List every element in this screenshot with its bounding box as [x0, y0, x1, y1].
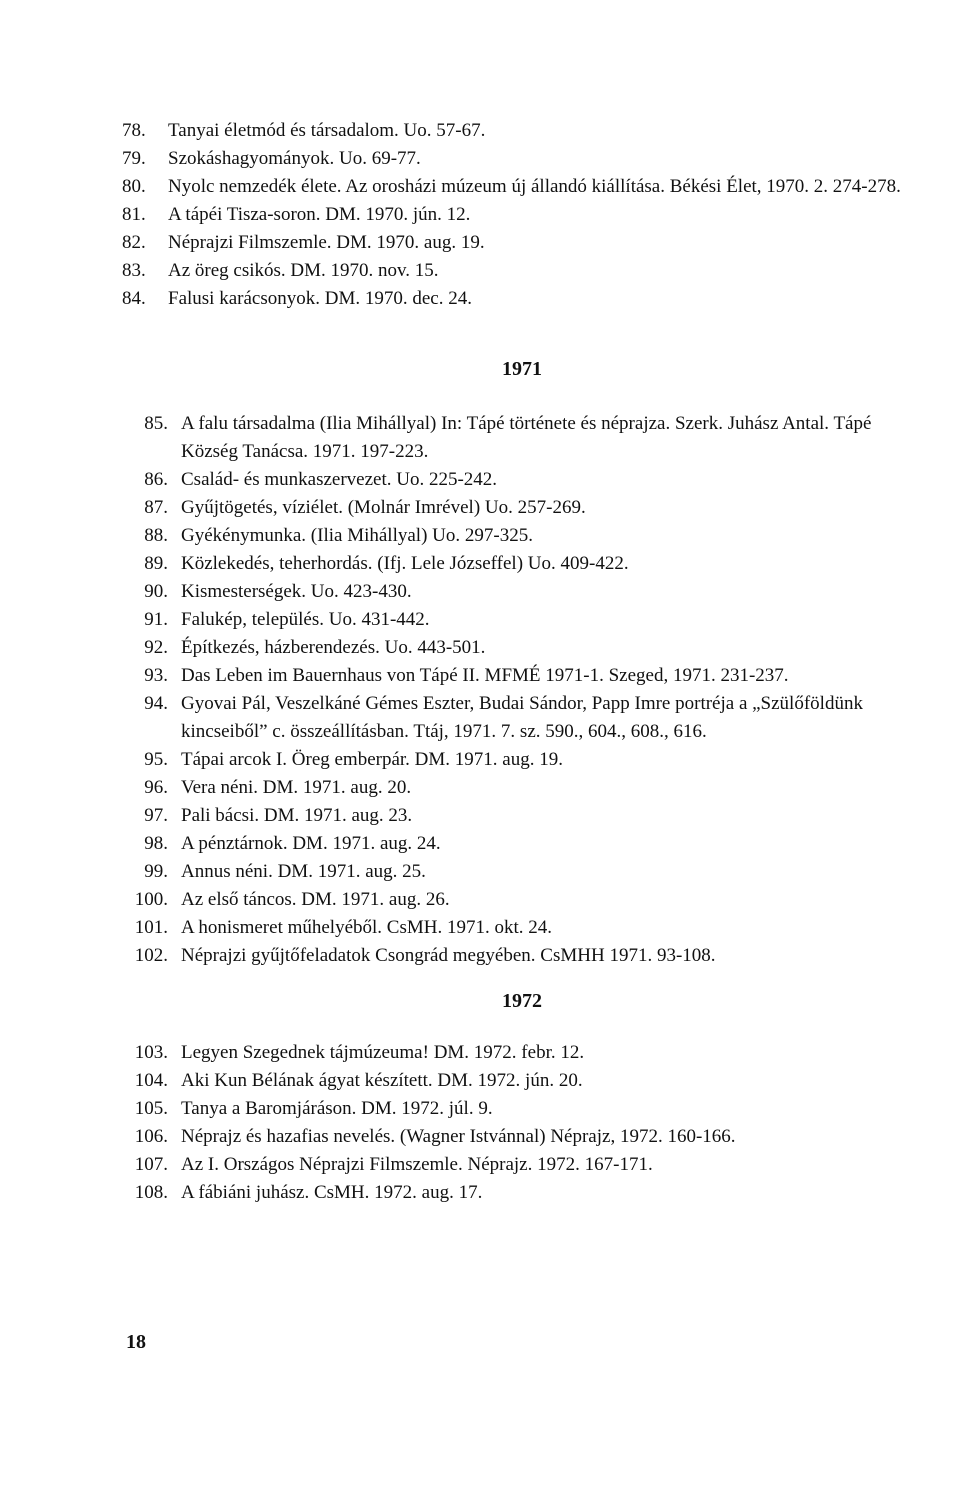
entry-text: Falusi karácsonyok. DM. 1970. dec. 24. [168, 288, 472, 309]
entry-number: 81. [122, 204, 146, 225]
entry-number: 102. [134, 945, 168, 966]
bibliography-entry [0, 690, 960, 746]
entry-number: 92. [144, 637, 168, 658]
entry-text: Néprajzi gyűjtőfeladatok Csongrád megyében. CsMHH 1971. 93-108. [181, 945, 716, 966]
bibliography-entry [0, 830, 960, 858]
entry-text: Néprajzi Filmszemle. DM. 1970. aug. 19. [168, 232, 485, 253]
entry-number: 105. [134, 1098, 168, 1119]
bibliography-entry [0, 1039, 960, 1067]
entry-text: Néprajz és hazafias nevelés. (Wagner Istvánnal) Néprajz, 1972. 160-166. [181, 1126, 736, 1147]
entry-text: A tápéi Tisza-soron. DM. 1970. jún. 12. [168, 204, 471, 225]
entry-number: 87. [144, 497, 168, 518]
entry-number: 85. [144, 413, 168, 434]
entry-text: Közlekedés, teherhordás. (Ifj. Lele Józseffel) Uo. 409-422. [181, 553, 629, 574]
entry-text: A fábiáni juhász. CsMH. 1972. aug. 17. [181, 1182, 483, 1203]
entry-number: 108. [134, 1182, 168, 1203]
bibliography-entry [0, 634, 960, 662]
entry-number: 100. [134, 889, 168, 910]
entry-number: 91. [144, 609, 168, 630]
bibliography-entry [0, 578, 960, 606]
bibliography-entry [0, 285, 960, 313]
entry-text: Gyovai Pál, Veszelkáné Gémes Eszter, Budai Sándor, Papp Imre portréja a „Szülőföldünk kincseiből” c. összeállításban. Ttáj, 1971. 7. sz. 590., 604., 608., 616. [181, 693, 863, 742]
entry-text: Tanya a Baromjáráson. DM. 1972. júl. 9. [181, 1098, 493, 1119]
bibliography-entry [0, 606, 960, 634]
bibliography-entry [0, 466, 960, 494]
entry-number: 78. [122, 120, 146, 141]
bibliography-entry [0, 746, 960, 774]
entry-number: 98. [144, 833, 168, 854]
bibliography-list-1972 [0, 1039, 960, 1207]
entry-number: 101. [134, 917, 168, 938]
year-heading-1972: 1972 [502, 990, 542, 1012]
entry-number: 107. [134, 1154, 168, 1175]
entry-text: Az első táncos. DM. 1971. aug. 26. [181, 889, 450, 910]
entry-text: Az I. Országos Néprajzi Filmszemle. Néprajz. 1972. 167-171. [181, 1154, 653, 1175]
bibliography-entry [0, 942, 960, 970]
entry-number: 88. [144, 525, 168, 546]
entry-text: Pali bácsi. DM. 1971. aug. 23. [181, 805, 413, 826]
entry-number: 97. [144, 805, 168, 826]
entry-text: Család- és munkaszervezet. Uo. 225-242. [181, 469, 498, 490]
entry-number: 80. [122, 176, 146, 197]
entry-text: Szokáshagyományok. Uo. 69-77. [168, 148, 421, 169]
entry-text: Tápai arcok I. Öreg emberpár. DM. 1971. aug. 19. [181, 749, 563, 770]
entry-number: 96. [144, 777, 168, 798]
bibliography-entry [0, 117, 960, 145]
bibliography-entry [0, 229, 960, 257]
year-heading-1971: 1971 [502, 358, 542, 380]
entry-text: Tanyai életmód és társadalom. Uo. 57-67. [168, 120, 486, 141]
entry-text: Nyolc nemzedék élete. Az orosházi múzeum új állandó kiállítása. Békési Élet, 1970. 2. 274-278. [168, 176, 901, 197]
entry-number: 103. [134, 1042, 168, 1063]
bibliography-entry [0, 886, 960, 914]
bibliography-entry [0, 522, 960, 550]
bibliography-entry [0, 914, 960, 942]
bibliography-list-1970 [0, 117, 960, 313]
bibliography-entry [0, 257, 960, 285]
entry-text: Az öreg csikós. DM. 1970. nov. 15. [168, 260, 439, 281]
entry-number: 106. [134, 1126, 168, 1147]
entry-number: 95. [144, 749, 168, 770]
entry-number: 90. [144, 581, 168, 602]
entry-text: Vera néni. DM. 1971. aug. 20. [181, 777, 412, 798]
entry-text: Legyen Szegednek tájmúzeuma! DM. 1972. febr. 12. [181, 1042, 585, 1063]
entry-text: A honismeret műhelyéből. CsMH. 1971. okt. 24. [181, 917, 553, 938]
entry-number: 84. [122, 288, 146, 309]
entry-text: Építkezés, házberendezés. Uo. 443-501. [181, 637, 486, 658]
bibliography-entry [0, 173, 960, 201]
bibliography-entry [0, 145, 960, 173]
entry-number: 99. [144, 861, 168, 882]
bibliography-entry [0, 802, 960, 830]
bibliography-entry [0, 1095, 960, 1123]
entry-text: Annus néni. DM. 1971. aug. 25. [181, 861, 426, 882]
bibliography-entry [0, 550, 960, 578]
entry-text: Falukép, település. Uo. 431-442. [181, 609, 430, 630]
entry-number: 104. [134, 1070, 168, 1091]
entry-text: Gyékénymunka. (Ilia Mihállyal) Uo. 297-325. [181, 525, 533, 546]
bibliography-entry [0, 662, 960, 690]
entry-text: Aki Kun Bélának ágyat készített. DM. 1972. jún. 20. [181, 1070, 583, 1091]
bibliography-entry [0, 410, 960, 466]
page-number: 18 [126, 1331, 146, 1353]
entry-number: 86. [144, 469, 168, 490]
bibliography-entry [0, 774, 960, 802]
entry-number: 89. [144, 553, 168, 574]
bibliography-entry [0, 201, 960, 229]
entry-number: 82. [122, 232, 146, 253]
entry-text: A falu társadalma (Ilia Mihállyal) In: Tápé története és néprajza. Szerk. Juhász Antal. Tápé Község Tanácsa. 1971. 197-223. [181, 413, 872, 462]
entry-number: 79. [122, 148, 146, 169]
entry-text: A pénztárnok. DM. 1971. aug. 24. [181, 833, 441, 854]
entry-number: 83. [122, 260, 146, 281]
bibliography-entry [0, 1067, 960, 1095]
bibliography-entry [0, 1179, 960, 1207]
bibliography-entry [0, 494, 960, 522]
entry-text: Das Leben im Bauernhaus von Tápé II. MFMÉ 1971-1. Szeged, 1971. 231-237. [181, 665, 789, 686]
bibliography-list-1971 [0, 410, 960, 970]
bibliography-entry [0, 1123, 960, 1151]
bibliography-entry [0, 1151, 960, 1179]
bibliography-entry [0, 858, 960, 886]
entry-number: 94. [144, 693, 168, 714]
entry-text: Gyűjtögetés, víziélet. (Molnár Imrével) Uo. 257-269. [181, 497, 586, 518]
entry-text: Kismesterségek. Uo. 423-430. [181, 581, 412, 602]
entry-number: 93. [144, 665, 168, 686]
